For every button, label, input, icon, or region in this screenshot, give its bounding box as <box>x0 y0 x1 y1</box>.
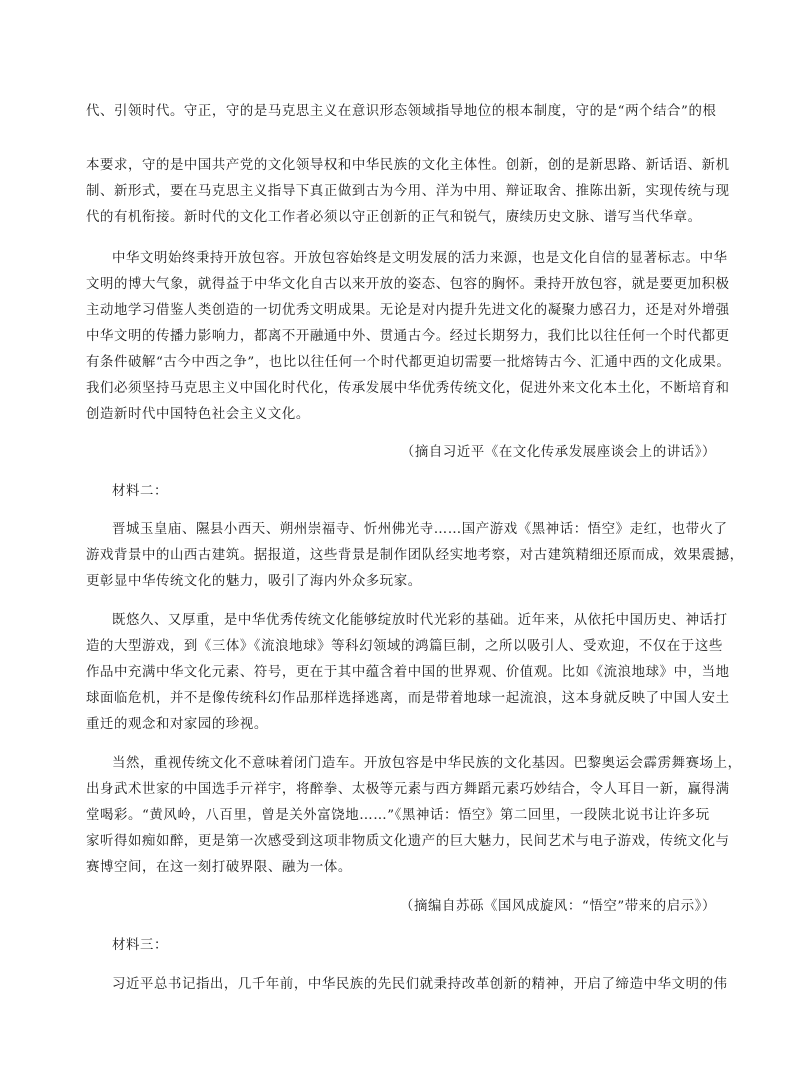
text-line: 重迁的观念和对家园的珍视。 <box>86 717 268 732</box>
citation: （摘自习近平《在文化传承发展座谈会上的讲话》） <box>400 445 716 460</box>
text-line: 造的大型游戏，到《三体》《流浪地球》等科幻领域的鸿篇巨制，之所以吸引人、受欢迎，不仅在于这些 <box>86 639 723 654</box>
text-line: 游戏背景中的山西古建筑。据报道，这些背景是制作团队经实地考察，对古建筑精细还原而成，效果震撼， <box>86 548 744 563</box>
text-line: 创造新时代中国特色社会主义文化。 <box>86 407 310 422</box>
text-line: 文明的博大气象，就得益于中华文化自古以来开放的姿态、包容的胸怀。秉持开放包容，就是要更加积极 <box>86 277 730 292</box>
text-line: 赛博空间，在这一刻打破界限、融为一体。 <box>86 860 352 875</box>
text-line: 作品中充满中华文化元素、符号，更在于其中蕴含着中国的世界观、价值观。比如《流浪地球》中，当地 <box>86 665 730 680</box>
text-line: 堂喝彩。“黄风岭，八百里，曾是关外富饶地……”《黑神话：悟空》第二回里，一段陕北说书让许多玩 <box>86 808 710 823</box>
text-line: 有条件破解“古今中西之争”，也比以往任何一个时代都更迫切需要一批熔铸古今、汇通中西的文化成果。 <box>86 355 731 370</box>
citation: （摘编自苏砾《国风成旋风：“悟空”带来的启示》） <box>400 899 716 914</box>
text-line: 更彰显中华传统文化的魅力，吸引了海内外众多玩家。 <box>86 574 422 589</box>
text-line: 晋城玉皇庙、隰县小西天、朔州崇福寺、忻州佛光寺……国产游戏《黑神话：悟空》走红，也带火了 <box>112 522 728 537</box>
text-line: 代、引领时代。守正，守的是马克思主义在意识形态领域指导地位的根本制度，守的是“两个结合”的根 <box>86 104 717 119</box>
text-line: 中华文明始终秉持开放包容。开放包容始终是文明发展的活力来源，也是文化自信的显著标志。中华 <box>112 251 728 266</box>
section-heading: 材料三： <box>112 938 168 953</box>
text-line: 习近平总书记指出，几千年前，中华民族的先民们就秉持改革创新的精神，开启了缔造中华文明的伟 <box>112 977 728 992</box>
text-line: 当然，重视传统文化不意味着闭门造车。开放包容是中华民族的文化基因。巴黎奥运会霹雳舞赛场上， <box>112 756 742 771</box>
text-line: 主动地学习借鉴人类创造的一切优秀文明成果。无论是对内提升先进文化的凝聚力感召力，还是对外增强 <box>86 303 730 318</box>
text-line: 球面临危机，并不是像传统科幻作品那样选择逃离，而是带着地球一起流浪，这本身就反映了中国人安土 <box>86 691 730 706</box>
text-line: 出身武术世家的中国选手亓祥宇，将醉拳、太极等元素与西方舞蹈元素巧妙结合，令人耳目一新，赢得满 <box>86 782 730 797</box>
text-line: 我们必须坚持马克思主义中国化时代化，传承发展中华优秀传统文化，促进外来文化本土化，不断培育和 <box>86 381 730 396</box>
text-line: 既悠久、又厚重，是中华优秀传统文化能够绽放时代光彩的基础。近年来，从依托中国历史、神话打 <box>112 613 728 628</box>
text-line: 本要求，守的是中国共产党的文化领导权和中华民族的文化主体性。创新，创的是新思路、新话语、新机 <box>86 158 730 173</box>
text-line: 制、新形式，要在马克思主义指导下真正做到古为今用、洋为中用、辩证取舍、推陈出新，实现传统与现 <box>86 184 730 199</box>
section-heading: 材料二： <box>112 484 168 499</box>
text-line: 代的有机衔接。新时代的文化工作者必须以守正创新的正气和锐气，赓续历史文脉、谱写当代华章。 <box>86 210 702 225</box>
text-line: 家听得如痴如醉，更是第一次感受到这项非物质文化遗产的巨大魅力，民间艺术与电子游戏，传统文化与 <box>86 834 730 849</box>
text-line: 中华文明的传播力影响力，都离不开融通中外、贯通古今。经过长期努力，我们比以往任何一个时代都更 <box>86 329 730 344</box>
